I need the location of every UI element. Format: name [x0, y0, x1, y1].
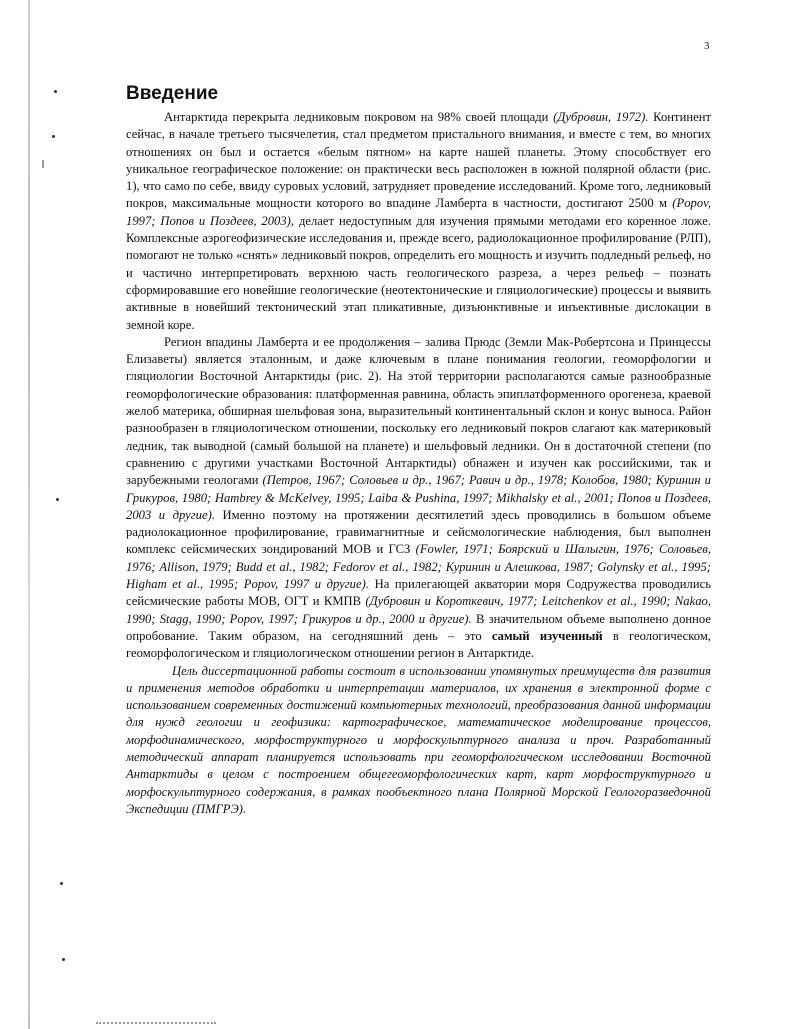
section-heading: Введение: [126, 83, 219, 104]
text-run: , делает недоступным для изучения прямыми методами его коренное ложе. Комплексные аэрогеофизические исследования и, прежде всего, радиолокационное профилирование (РЛП), помогают не только «снять» ледниковый покров, определить его мощность и изучить подледный рельеф, но и частично интерпретировать верхнюю часть геологического разреза, а через рельеф – познать сформировавшие его новейшие геологические (неотектонические и гляциологические) процессы и выявить активные в новейший тектонический этап пликативные, дизъюнктивные и инъективные дислокации в земной коре.: [126, 213, 711, 332]
text-run: Континент сейчас, в начале третьего тысячелетия, стал предметом пристального внимания, и вместе с тем, во многих отношениях он был и остается «белым пятном» на карте нашей планеты. Этому способствует его уникальное географическое положение: он практически весь расположен в южной полярной области (рис. 1), что само по себе, ввиду суровых условий, затрудняет проведение исследований. Кроме того, ледниковый покров, максимальные мощности которого во впадине Ламберта в частности, достигают 2500 м: [126, 110, 711, 211]
text-run: На прилегающей акватории моря Содружества проводились сейсмические работы МОВ, ОГТ и КМПВ: [126, 577, 711, 609]
scan-speck: [62, 958, 65, 961]
citation: (Дубровин, 1972).: [553, 110, 649, 124]
body-text: [126, 109, 711, 818]
citation: (Popov, 1997; Попов и Поздеев, 2003): [126, 196, 711, 228]
scan-edge-shadow: [28, 0, 30, 1029]
text-run: Регион впадины Ламберта и ее продолжения – залива Прюдс (Земли Мак-Робертсона и Принцессы Елизаветы) является эталонным, и даже ключевым в плане понимания геологии, геоморфологии и гляциологии Восточной Антарктиды (рис. 2). На этой территории располагаются самые разнообразные геоморфологические образования: платформенная равнина, область эпиплатформенного орогенеза, краевой желоб материка, обширная шельфовая зона, выразительный континентальный склон и конус выноса. Район разнообразен в гляциологическом отношении, поскольку его ледниковый покров слагают как материковый ледник, так выводной (самый большой на планете) и шельфовый ледники. Он в достаточной степени (по сравнению с другими участками Восточной Антарктиды) обнажен и изучен как российскими, так и зарубежными геологами: [126, 334, 711, 488]
paragraph-intro: [126, 109, 711, 334]
text-run: Именно поэтому на протяжении десятилетий здесь проводились в большом объеме радиолокационное профилирование, гравимагнитные и сейсмологические наблюдения, был выполнен комплекс сейсмических зондирований МОВ и ГСЗ: [126, 507, 711, 557]
scan-speck: [42, 160, 44, 168]
scan-speck: [56, 498, 59, 501]
paragraph-goal: Цель диссертационной работы состоит в использовании упомянутых преимуществ для развития и применения методов обработки и интерпретации материалов, их хранения в электронной форме с использованием современных достижений компьютерных технологий, преобразования данной информации для нужд геологии и геофизики: картографическое, математическое моделирование процессов, морфодинамического, морфоструктурного и морфоскульптурного анализа и проч. Разработанный методический аппарат планируется использовать при геоморфологическом исследовании Восточной Антарктиды в целом с построением общегеоморфологических карт, карт морфоструктурного и морфоскульптурного содержания, в рамках пообъектного плана Полярной Морской Геологоразведочной Экспедиции (ПМГРЭ).: [126, 663, 711, 816]
scan-speck: [60, 882, 63, 885]
citation: (Петров, 1967; Соловьев и др., 1967; Равич и др., 1978; Колобов, 1980; Куринин и Грикуров, 1980; Hambrey & McKelvey, 1995; Laiba & Pushina, 1997; Mikhalsky et al., 2001; Попов и Поздеев, 2003 и другие).: [126, 473, 711, 522]
scan-speck: [52, 135, 55, 138]
scan-bottom-marks: [96, 1022, 216, 1027]
paragraph-region: [126, 334, 711, 663]
scan-speck: [54, 90, 57, 93]
page-number: 3: [704, 40, 710, 52]
text-run: Антарктида перекрыта ледниковым покровом на 98% своей площади: [164, 110, 554, 124]
text-run: В значительном объеме выполнено донное опробование. Таким образом, на сегодняшний день – это: [126, 611, 712, 643]
citation: (Fowler, 1971; Боярский и Шалыгин, 1976; Соловьев, 1976; Allison, 1979; Budd et al., 1982; Fedorov et al., 1982; Куринин и Алешкова, 1987; Golynsky et al., 1995; Higham et al., 1995; Popov, 1997 и другие).: [126, 542, 711, 592]
emphasis: самый изученный: [491, 628, 603, 643]
text-run: в геологическом, геоморфологическом и гляциологическом отношении регион в Антарктиде.: [126, 628, 711, 661]
citation: (Дубровин и Короткевич, 1977; Leitchenkov et al., 1990; Nakao, 1990; Stagg, 1990; Popov, 1997; Грикуров и др., 2000 и другие).: [126, 594, 711, 626]
